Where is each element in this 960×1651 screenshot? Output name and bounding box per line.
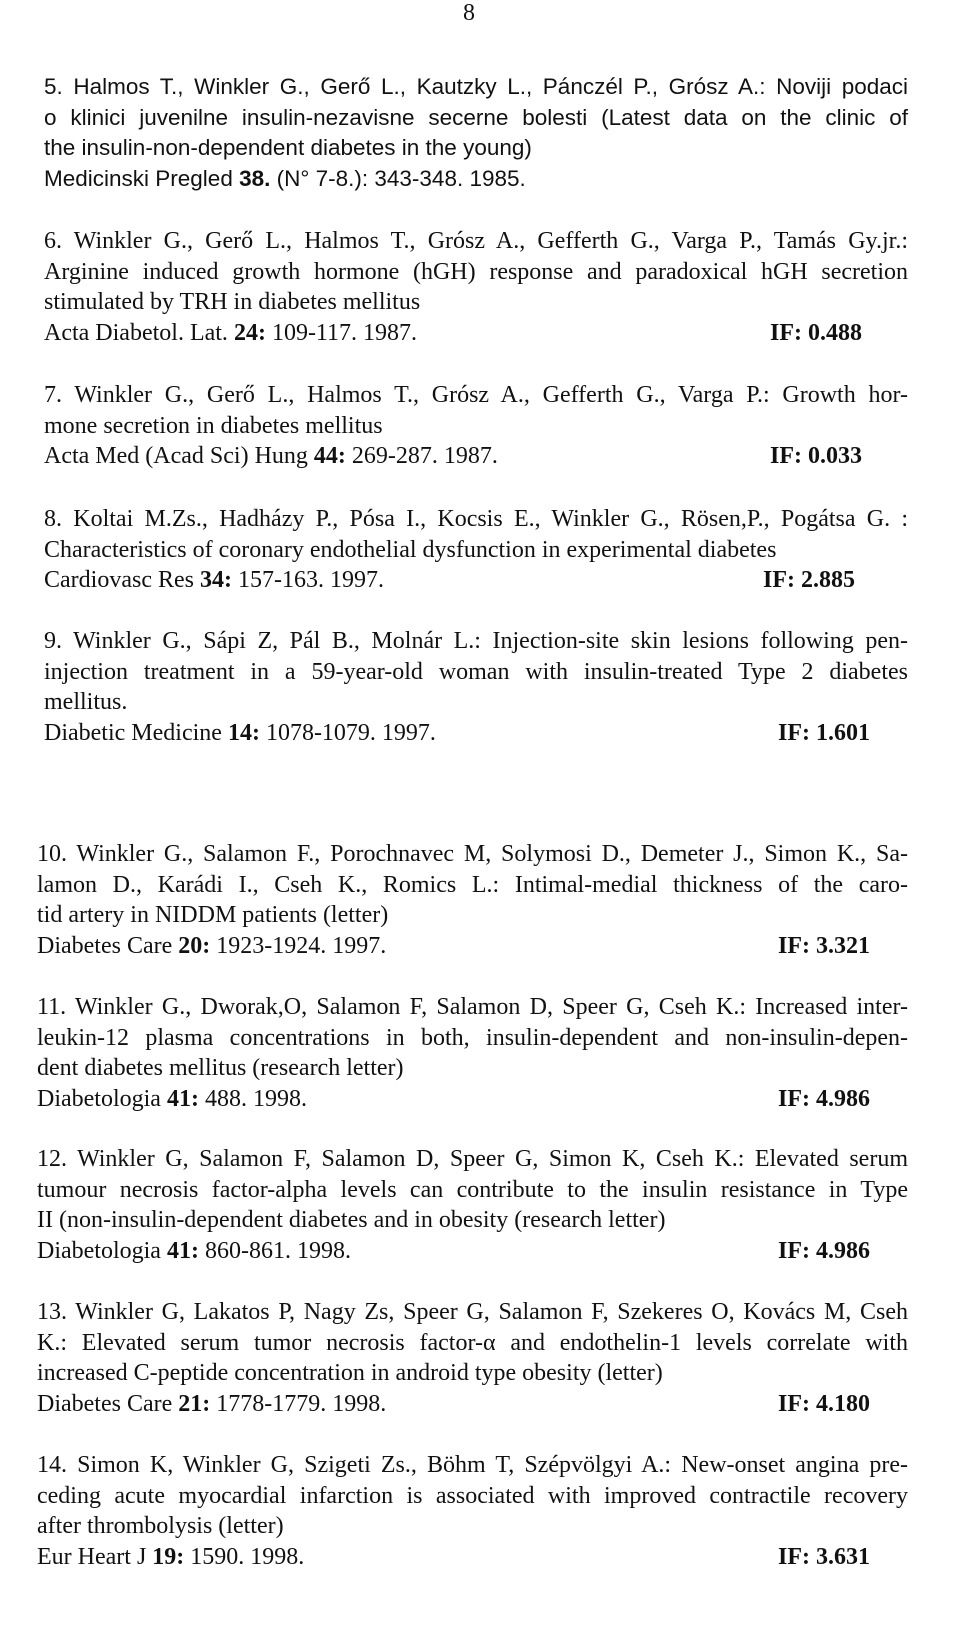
journal-name: Eur Heart J [37, 1543, 153, 1570]
publication-details [44, 318, 908, 349]
journal-name: Diabetes Care [37, 932, 179, 959]
impact-factor: IF: 1.601 [778, 719, 870, 746]
publication-details [37, 1389, 908, 1420]
reference-line: mellitus. [44, 689, 128, 715]
pages-and-year: 1590. 1998. [184, 1543, 305, 1570]
reference-line: lamon D., Karádi I., Cseh K., Romics L.: Intimal-medial thickness of the caro- [37, 871, 908, 898]
reference-line: Characteristics of coronary endothelial dysfunction in experimental diabetes [44, 536, 777, 563]
reference-line: tid artery in NIDDM patients (letter) [37, 902, 389, 928]
publication-details [37, 1542, 908, 1573]
reference-line: 6. Winkler G., Gerő L., Halmos T., Grósz A., Gefferth G., Varga P., Tamás Gy.jr.: [44, 228, 908, 254]
publication-details [37, 1236, 908, 1267]
journal-name: Diabetes Care [37, 1390, 179, 1417]
volume-number: 41: [166, 1237, 199, 1264]
pages-and-year: 488. 1998. [198, 1085, 307, 1112]
reference-line: leukin-12 plasma concentrations in both, insulin-dependent and non-insulin-depen- [37, 1024, 908, 1051]
reference-line: 14. Simon K, Winkler G, Szigeti Zs., Böhm T, Szépvölgyi A.: New-onset angina pre- [37, 1452, 908, 1478]
journal-name: Diabetologia [37, 1085, 167, 1112]
reference-entry [37, 839, 908, 961]
reference-line: 7. Winkler G., Gerő L., Halmos T., Grósz A., Gefferth G., Varga P.: Growth hor- [44, 382, 908, 408]
publication-details [37, 1084, 908, 1115]
reference-line: 12. Winkler G, Salamon F, Salamon D, Speer G, Simon K, Cseh K.: Elevated serum [37, 1146, 908, 1172]
reference-line: K.: Elevated serum tumor necrosis factor-α and endothelin-1 levels correlate with [37, 1329, 908, 1356]
page-number: 8 [463, 0, 475, 26]
pages-and-year: (N° 7-8.): 343-348. 1985. [270, 165, 526, 191]
volume-number: 20: [178, 932, 211, 959]
reference-line: Arginine induced growth hormone (hGH) response and paradoxical hGH secretion [44, 258, 908, 285]
pages-and-year: 1923-1924. 1997. [210, 932, 387, 959]
publication-details [44, 565, 908, 596]
reference-entry [37, 1450, 908, 1572]
impact-factor: IF: 2.885 [763, 567, 855, 593]
reference-line: o klinici juvenilne insulin-nezavisne secerne bolesti (Latest data on the clinic of [44, 104, 908, 130]
reference-line: 8. Koltai M.Zs., Hadházy P., Pósa I., Kocsis E., Winkler G., Rösen,P., Pogátsa G. : [44, 506, 908, 532]
pages-and-year: 1778-1779. 1998. [210, 1390, 387, 1417]
reference-line: the insulin-non-dependent diabetes in the young) [44, 135, 532, 160]
volume-number: 19: [152, 1543, 185, 1570]
impact-factor: IF: 4.986 [778, 1085, 870, 1112]
publication-details [44, 718, 908, 749]
reference-entry [44, 72, 908, 194]
impact-factor: IF: 4.986 [778, 1237, 870, 1264]
reference-line: stimulated by TRH in diabetes mellitus [44, 289, 421, 315]
pages-and-year: 157-163. 1997. [231, 567, 384, 593]
pages-and-year: 1078-1079. 1997. [259, 719, 436, 746]
reference-entry [44, 626, 908, 748]
reference-line: 13. Winkler G, Lakatos P, Nagy Zs, Speer G, Salamon F, Szekeres O, Kovács M, Cseh [37, 1299, 908, 1325]
journal-name: Medicinski Pregled [44, 165, 240, 191]
volume-number: 38. [239, 165, 271, 191]
reference-line: dent diabetes mellitus (research letter) [37, 1055, 404, 1081]
reference-line: 10. Winkler G., Salamon F., Porochnavec M, Solymosi D., Demeter J., Simon K., Sa- [37, 841, 908, 867]
pages-and-year: 269-287. 1987. [345, 443, 498, 469]
reference-line: 11. Winkler G., Dworak,O, Salamon F, Salamon D, Speer G, Cseh K.: Increased inter- [37, 994, 908, 1020]
reference-line: ceding acute myocardial infarction is associated with improved contractile recovery [37, 1482, 908, 1509]
reference-line: 5. Halmos T., Winkler G., Gerő L., Kautzky L., Pánczél P., Grósz A.: Noviji podaci [44, 74, 908, 99]
reference-entry [44, 380, 908, 472]
volume-number: 41: [166, 1085, 199, 1112]
impact-factor: IF: 3.321 [778, 932, 870, 959]
impact-factor: IF: 3.631 [778, 1543, 870, 1570]
journal-name: Diabetologia [37, 1237, 167, 1264]
reference-entry [37, 1297, 908, 1419]
reference-line: after thrombolysis (letter) [37, 1513, 284, 1539]
journal-name: Acta Med (Acad Sci) Hung [44, 443, 314, 469]
reference-entry [44, 226, 908, 348]
publication-details [44, 441, 908, 472]
reference-line: mone secretion in diabetes mellitus [44, 412, 383, 439]
reference-line: 9. Winkler G., Sápi Z, Pál B., Molnár L.: Injection-site skin lesions following pen- [44, 628, 908, 654]
pages-and-year: 860-861. 1998. [198, 1237, 351, 1264]
reference-line: II (non-insulin-dependent diabetes and in obesity (research letter) [37, 1207, 666, 1233]
journal-name: Cardiovasc Res [44, 567, 200, 593]
journal-name: Diabetic Medicine [44, 719, 228, 746]
publication-details [37, 931, 908, 962]
journal-name: Acta Diabetol. Lat. [44, 319, 234, 346]
volume-number: 21: [178, 1390, 211, 1417]
reference-line: increased C-peptide concentration in android type obesity (letter) [37, 1360, 663, 1386]
volume-number: 44: [313, 443, 346, 469]
reference-entry [37, 1144, 908, 1266]
impact-factor: IF: 0.488 [770, 319, 862, 346]
impact-factor: IF: 4.180 [778, 1390, 870, 1417]
impact-factor: IF: 0.033 [770, 443, 862, 469]
pages-and-year: 109-117. 1987. [265, 319, 418, 346]
reference-entry [44, 504, 908, 596]
volume-number: 24: [233, 319, 266, 346]
reference-line: injection treatment in a 59-year-old woman with insulin-treated Type 2 diabetes [44, 658, 908, 685]
volume-number: 14: [227, 719, 260, 746]
volume-number: 34: [199, 567, 232, 593]
reference-entry [37, 992, 908, 1114]
reference-line: tumour necrosis factor-alpha levels can contribute to the insulin resistance in Type [37, 1176, 908, 1203]
publication-details [44, 164, 908, 195]
